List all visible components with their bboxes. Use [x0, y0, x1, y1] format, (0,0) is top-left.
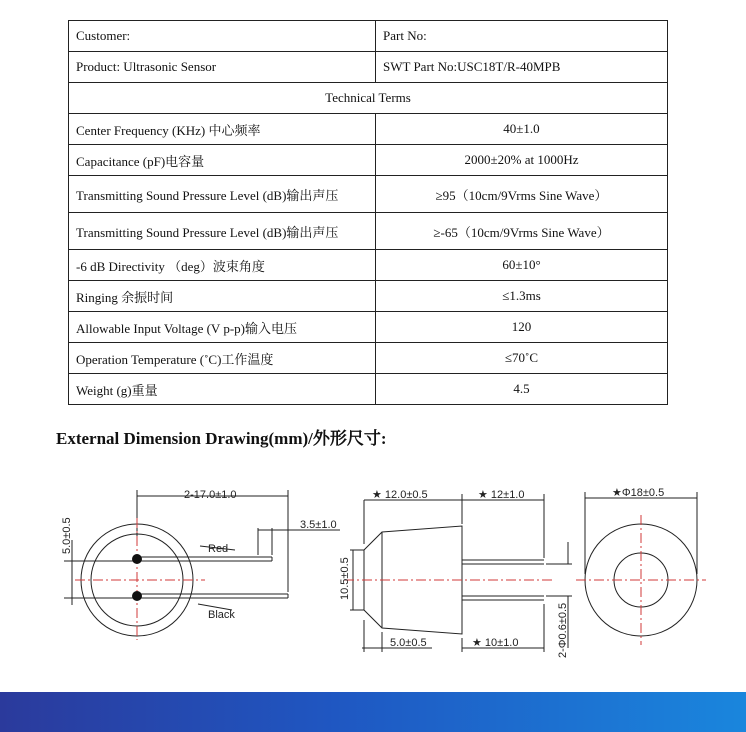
dim-diameter-label: ★Φ18±0.5 — [612, 487, 665, 499]
param-cell: Center Frequency (KHz) 中心频率 — [69, 114, 376, 145]
black-pin-dot — [132, 591, 142, 601]
param-cell: Capacitance (pF)电容量 — [69, 145, 376, 176]
param-cell: Weight (g)重量 — [69, 374, 376, 405]
value-cell: 120 — [376, 312, 668, 343]
table-row — [69, 83, 668, 114]
table-row — [69, 312, 668, 343]
param-cell: Operation Temperature (˚C)工作温度 — [69, 343, 376, 374]
part-no-cell: Part No: — [376, 21, 668, 52]
footer-band — [0, 692, 746, 732]
value-cell: ≤1.3ms — [376, 281, 668, 312]
dim-pin-length2-label: ★ 10±1.0 — [472, 637, 519, 649]
table-row — [69, 374, 668, 405]
dim-body-length-label: ★ 12.0±0.5 — [372, 489, 428, 501]
dim-pin-diameter-label: 2-Φ0.6±0.5 — [557, 602, 569, 658]
value-cell: ≤70˚C — [376, 343, 668, 374]
table-row — [69, 52, 668, 83]
table-row — [69, 21, 668, 52]
dim-step-label: 5.0±0.5 — [390, 637, 427, 649]
black-lead-label: Black — [208, 609, 235, 621]
table-row — [69, 281, 668, 312]
table-row — [69, 176, 668, 213]
param-cell: Allowable Input Voltage (V p-p)输入电压 — [69, 312, 376, 343]
spec-table — [68, 20, 668, 405]
product-cell: Product: Ultrasonic Sensor — [69, 52, 376, 83]
value-cell: 60±10° — [376, 250, 668, 281]
value-cell: 2000±20% at 1000Hz — [376, 145, 668, 176]
dim-pin-end-label: 3.5±1.0 — [300, 519, 337, 531]
value-cell: ≥95（10cm/9Vrms Sine Wave） — [376, 176, 668, 213]
section-heading: External Dimension Drawing(mm)/外形尺寸: — [56, 429, 387, 448]
value-cell: 40±1.0 — [376, 114, 668, 145]
swt-part-cell: SWT Part No:USC18T/R-40MPB — [376, 52, 668, 83]
param-cell: Transmitting Sound Pressure Level (dB)输出声压 — [69, 213, 376, 250]
red-lead-label: Red — [208, 543, 229, 555]
sensor-rear-inner — [614, 553, 668, 607]
dim-pin-length-label: ★ 12±1.0 — [478, 489, 525, 501]
red-pin-dot — [132, 554, 142, 564]
customer-cell: Customer: — [69, 21, 376, 52]
value-cell: ≥-65（10cm/9Vrms Sine Wave） — [376, 213, 668, 250]
param-cell: -6 dB Directivity （deg）波束角度 — [69, 250, 376, 281]
table-row — [69, 213, 668, 250]
technical-terms-header: Technical Terms — [69, 83, 668, 114]
table-row — [69, 343, 668, 374]
dim-pin-spacing-label: 5.0±0.5 — [61, 517, 73, 554]
table-row — [69, 145, 668, 176]
table-row — [69, 250, 668, 281]
param-cell: Ringing 余振时间 — [69, 281, 376, 312]
table-row — [69, 114, 668, 145]
dim-pitch-label: 2-17.0±1.0 — [184, 489, 237, 501]
param-cell: Transmitting Sound Pressure Level (dB)输出声压 — [69, 176, 376, 213]
value-cell: 4.5 — [376, 374, 668, 405]
dim-height-label: 10.5±0.5 — [339, 557, 351, 600]
dimension-drawing — [0, 470, 746, 670]
